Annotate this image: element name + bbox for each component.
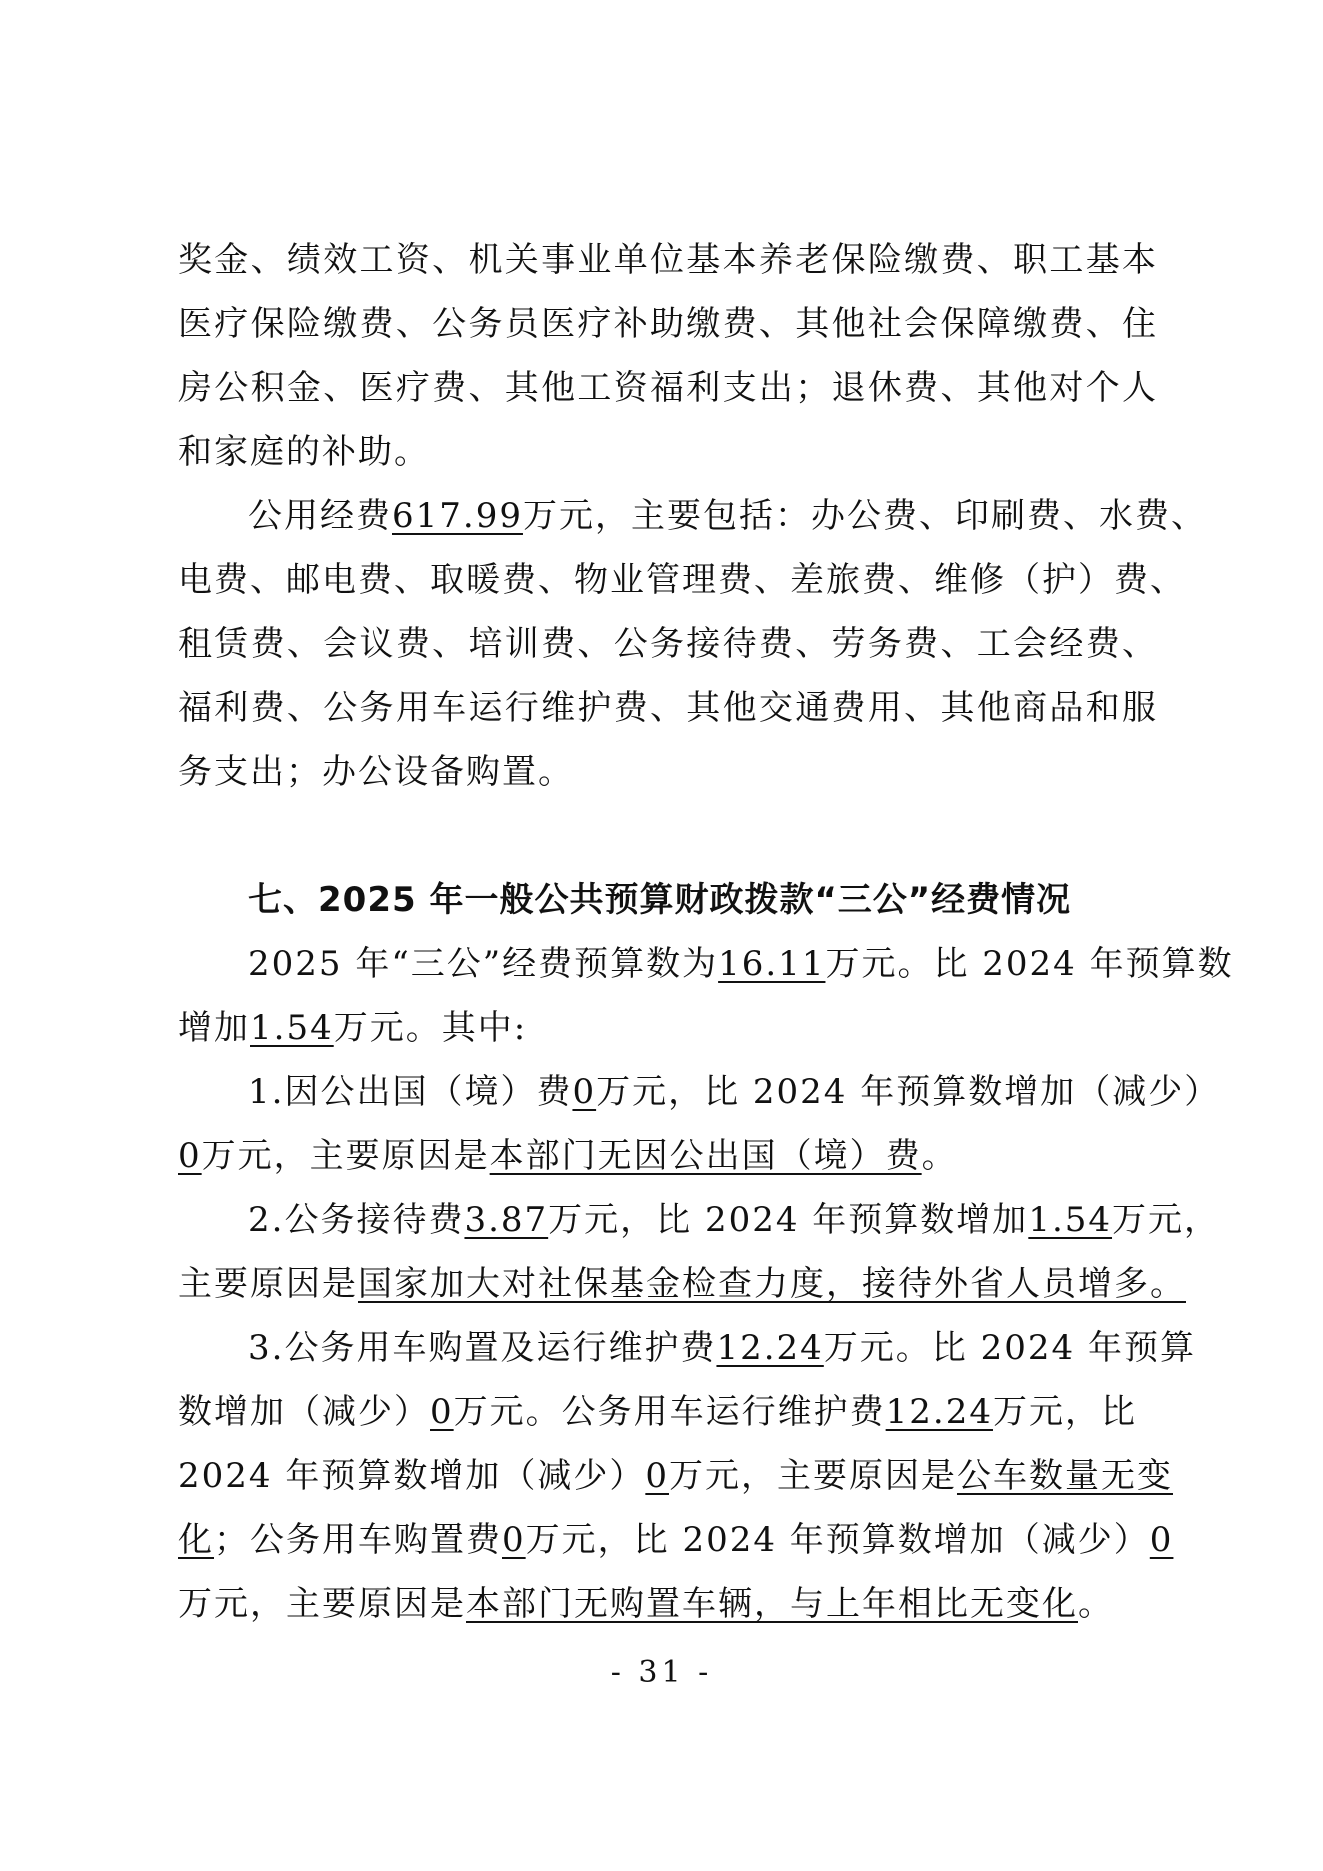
text-line [248,1060,1221,1124]
text: 3.公务用车购置及运行维护费 [248,1328,717,1368]
text: 。 [921,1136,958,1176]
text-line [178,1380,1158,1444]
text: 万元，主要原因是 [178,1584,466,1624]
amount-value: 0 [178,1136,202,1176]
text-line: 租赁费、会议费、培训费、公务接待费、劳务费、工会经费、 [178,624,1158,664]
amount-value: 0 [502,1520,526,1560]
text: 。 [1078,1584,1114,1624]
amount-value: 12.24 [716,1328,824,1368]
amount-value: 0 [572,1072,597,1112]
text-line [248,484,1207,548]
reason-text: 本部门无购置车辆，与上年相比无变化 [466,1584,1078,1624]
amount-value: 12.24 [885,1392,993,1432]
text: 万元，比 2024 年预算数增加（减少） [596,1072,1221,1112]
page-number: - 31 - [610,1655,713,1690]
amount-value: 3.87 [464,1200,549,1240]
reason-text: 公车数量无变 [956,1456,1173,1496]
text: 万元，比 2024 年预算数增加 [548,1200,1029,1240]
text: 2.公务接待费 [248,1200,465,1240]
text-line [178,1124,1158,1188]
text-line [178,1572,1158,1636]
text: 万元。比 2024 年预算数 [825,944,1234,984]
amount-value: 16.11 [718,944,826,984]
text: 增加 [178,1008,250,1048]
text: 万元，比 2024 年预算数增加（减少） [525,1520,1150,1560]
section-heading: 七、2025 年一般公共预算财政拨款“三公”经费情况 [248,880,1072,920]
text: 万元，主要包括：办公费、印刷费、水费、 [522,496,1207,536]
text: 万元， [1112,1200,1221,1240]
text: 万元。公务用车运行维护费 [453,1392,886,1432]
text: 万元。比 2024 年预算 [823,1328,1196,1368]
amount-value: 617.99 [392,496,523,536]
text-line [248,1188,1221,1252]
text-line: 房公积金、医疗费、其他工资福利支出；退休费、其他对个人 [178,368,1158,408]
text-line [248,1316,1196,1380]
text: 万元，主要原因是 [668,1456,957,1496]
text: ；公务用车购置费 [214,1520,502,1560]
text-line [248,932,1234,996]
text: 2024 年预算数增加（减少） [178,1456,646,1496]
text-line [178,1252,1186,1316]
text: 万元，主要原因是 [201,1136,490,1176]
reason-text: 国家加大对社保基金检查力度，接待外省人员增多。 [358,1264,1186,1304]
text: 数增加（减少） [178,1392,430,1432]
amount-value: 1.54 [250,1008,334,1048]
text: 2025 年“三公”经费预算数为 [248,944,719,984]
amount-value: 0 [645,1456,669,1496]
text-line: 医疗保险缴费、公务员医疗补助缴费、其他社会保障缴费、住 [178,304,1158,344]
text: 万元，比 [992,1392,1137,1432]
text-line [178,1508,1174,1572]
reason-text: 化 [178,1520,214,1560]
amount-value: 0 [430,1392,454,1432]
text-line [178,1444,1173,1508]
text: 主要原因是 [178,1264,358,1304]
text: 1.因公出国（境）费 [248,1072,573,1112]
text: 公用经费 [248,496,392,536]
text-line: 奖金、绩效工资、机关事业单位基本养老保险缴费、职工基本 [178,240,1158,280]
text-line: 务支出；办公设备购置。 [178,752,574,792]
text-line: 电费、邮电费、取暖费、物业管理费、差旅费、维修（护）费、 [178,560,1186,600]
text: 万元。其中: [333,1008,528,1048]
text-line: 福利费、公务用车运行维护费、其他交通费用、其他商品和服 [178,688,1158,728]
amount-value: 1.54 [1028,1200,1113,1240]
text-line: 和家庭的补助。 [178,432,430,472]
amount-value: 0 [1149,1520,1174,1560]
reason-text: 本部门无因公出国（境）费 [489,1136,922,1176]
text-line [178,996,1158,1060]
